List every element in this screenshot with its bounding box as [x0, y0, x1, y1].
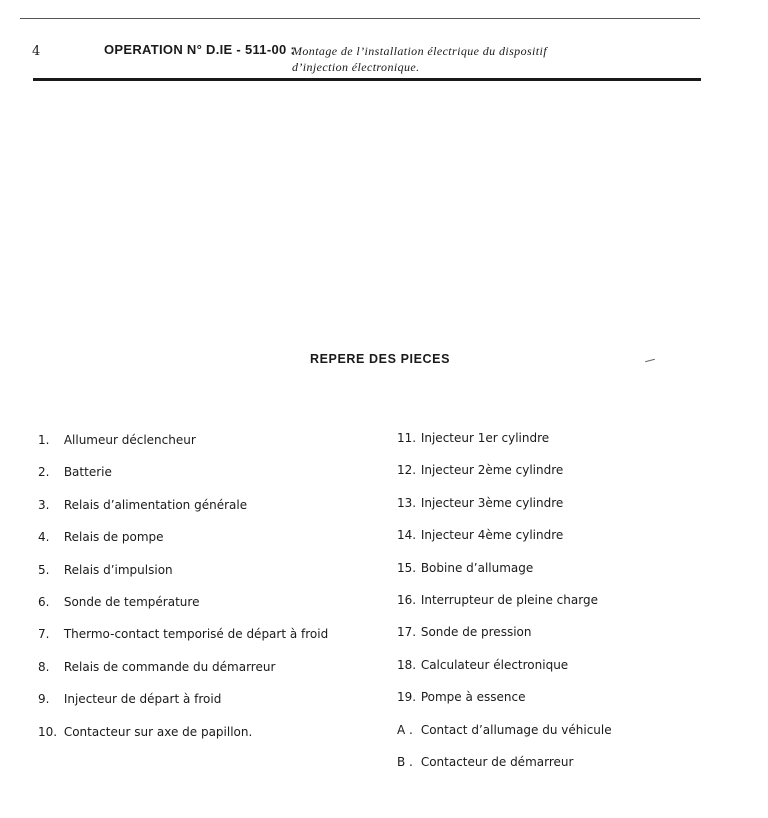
part-label: Interrupteur de pleine charge — [420, 592, 598, 607]
header-top-rule — [20, 18, 700, 19]
part-number: A . — [397, 722, 413, 737]
part-item — [38, 432, 328, 464]
part-label: Injecteur 4ème cylindre — [420, 528, 564, 543]
part-item — [38, 529, 328, 561]
part-number: 11. — [397, 431, 417, 445]
part-number: 4. — [38, 530, 50, 545]
part-label: Contacteur sur axe de papillon. — [63, 724, 253, 739]
part-item — [397, 689, 612, 721]
part-item — [397, 624, 612, 656]
part-item — [397, 462, 612, 494]
part-label: Pompe à essence — [420, 690, 526, 705]
part-number: 15. — [397, 560, 417, 575]
part-label: Sonde de pression — [420, 625, 532, 640]
page-number: 4 — [32, 44, 41, 59]
part-label: Sonde de température — [63, 594, 200, 609]
part-item — [38, 562, 328, 594]
part-label: Relais de commande du démarreur — [63, 659, 276, 674]
part-item — [397, 657, 612, 689]
operation-label: OPERATION N° D.IE - 511-00 : — [104, 42, 296, 57]
part-item — [38, 659, 328, 691]
part-item — [397, 754, 612, 786]
part-number: 17. — [397, 625, 417, 640]
part-item — [397, 527, 612, 559]
part-number: 10. — [38, 724, 58, 739]
part-number: 18. — [397, 657, 417, 672]
part-label: Batterie — [63, 465, 112, 480]
part-label: Relais d’alimentation générale — [63, 497, 248, 512]
part-label: Injecteur 3ème cylindre — [420, 495, 564, 510]
part-number: 14. — [397, 528, 417, 543]
part-label: Bobine d’allumage — [420, 560, 534, 575]
operation-title-line1: Montage de l’installation électrique du dispositif — [292, 44, 547, 58]
part-item — [38, 464, 328, 496]
part-number: 16. — [397, 592, 417, 607]
part-number: 12. — [397, 463, 417, 478]
part-item — [38, 626, 328, 658]
part-label: Contact d’allumage du véhicule — [420, 722, 612, 737]
part-number: 8. — [38, 659, 50, 674]
section-heading-text: REPERE DES PIECES — [309, 352, 451, 366]
part-item — [397, 560, 612, 592]
part-item — [397, 430, 612, 462]
header-bottom-rule — [33, 78, 701, 81]
part-item — [38, 691, 328, 723]
part-number: 13. — [397, 495, 417, 510]
part-item — [397, 722, 612, 754]
part-label: Injecteur 1er cylindre — [420, 431, 550, 445]
part-item — [38, 594, 328, 626]
operation-title — [292, 43, 547, 75]
part-number: B . — [397, 754, 413, 769]
part-label: Relais d’impulsion — [63, 562, 173, 577]
part-number: 9. — [38, 692, 50, 707]
part-number: 5. — [38, 562, 50, 577]
part-label: Relais de pompe — [63, 530, 164, 545]
part-label: Allumeur déclencheur — [63, 433, 196, 447]
part-label: Contacteur de démarreur — [420, 754, 574, 769]
part-item — [397, 495, 612, 527]
operation-title-line2: d’injection électronique. — [292, 60, 420, 74]
part-number: 6. — [38, 594, 50, 609]
part-number: 7. — [38, 627, 50, 642]
part-number: 3. — [38, 497, 50, 512]
parts-list-left — [38, 432, 328, 756]
part-number: 2. — [38, 465, 50, 480]
part-item — [38, 724, 328, 756]
part-label: Thermo-contact temporisé de départ à froid — [63, 627, 329, 642]
part-label: Calculateur électronique — [420, 657, 569, 672]
part-label: Injecteur de départ à froid — [63, 692, 222, 707]
part-number: 19. — [397, 690, 417, 705]
part-item — [38, 497, 328, 529]
parts-list-right — [397, 430, 612, 786]
part-label: Injecteur 2ème cylindre — [420, 463, 564, 478]
part-number: 1. — [38, 433, 50, 447]
part-item — [397, 592, 612, 624]
